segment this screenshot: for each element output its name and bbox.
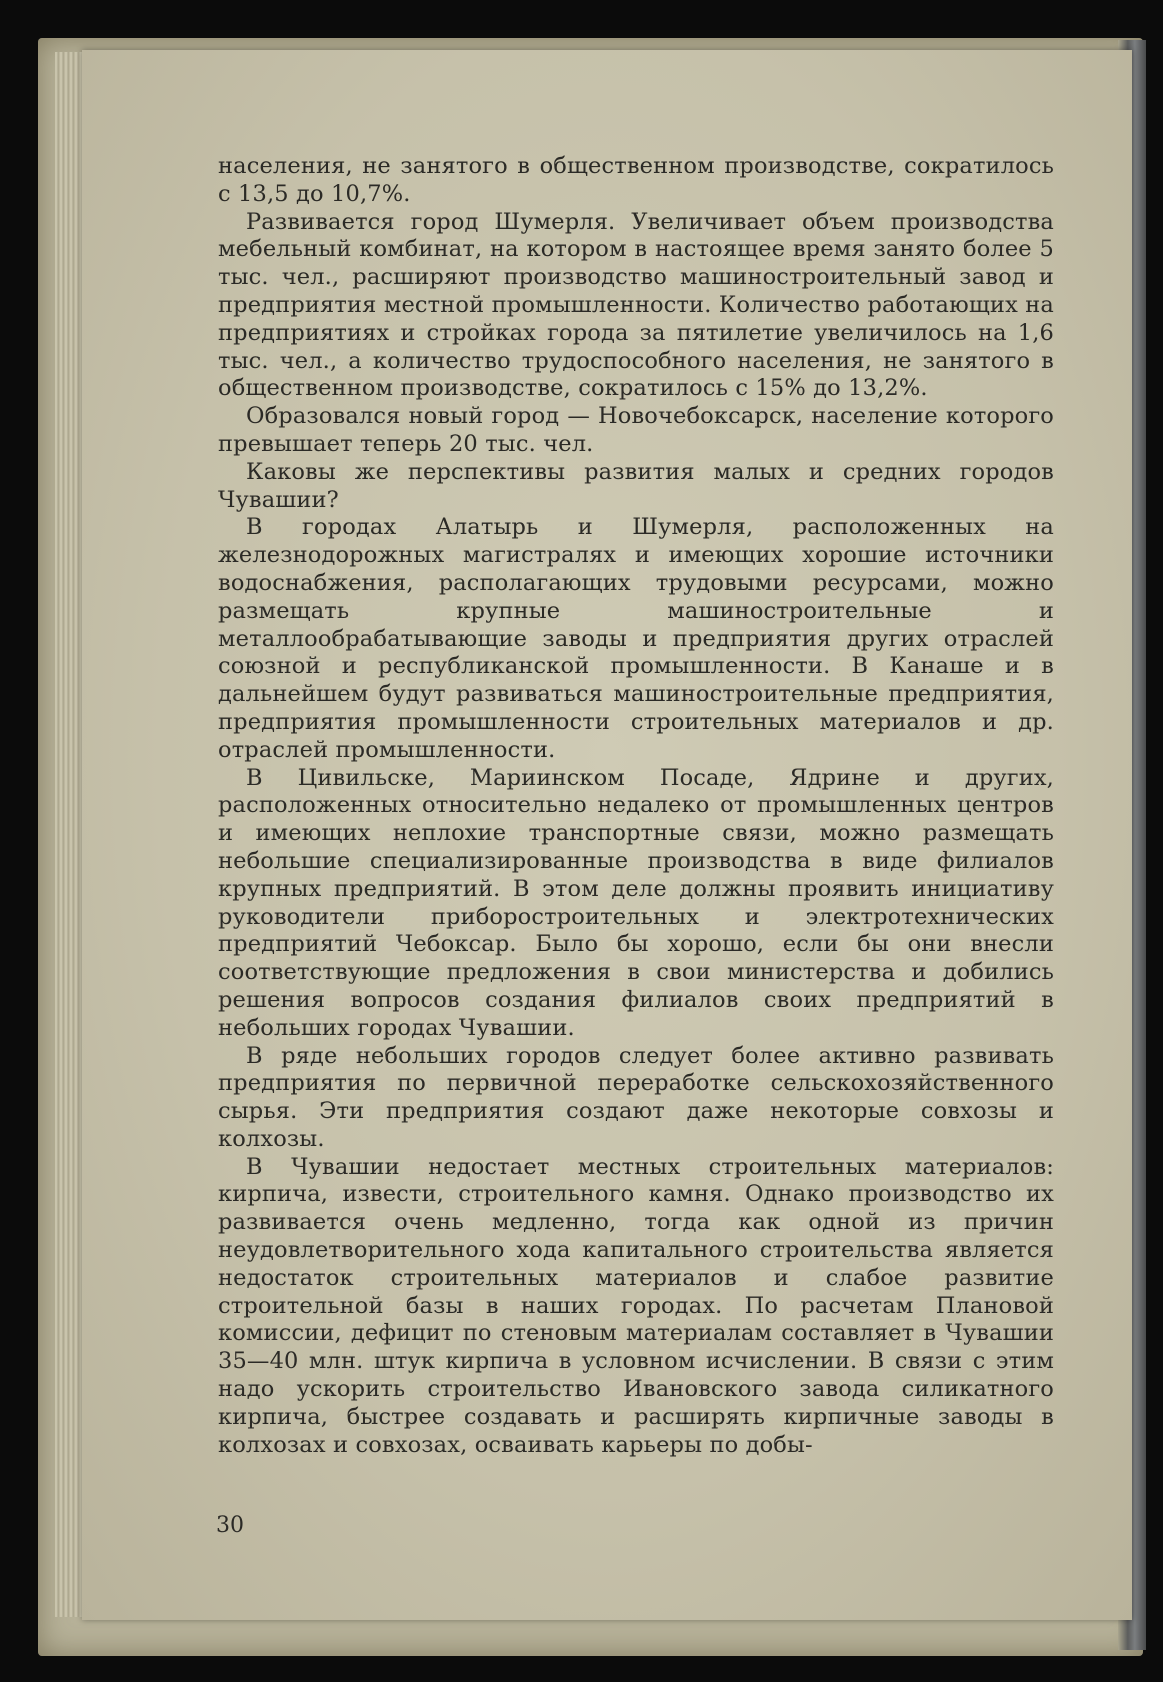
paragraph-3: Образовался новый город — Новочебоксарск, население которого превышает теперь 20 тыс. чел.	[218, 403, 1054, 457]
paragraph-4: Каковы же перспективы развития малых и средних городов Чувашии?	[218, 458, 1054, 513]
page-edges	[55, 52, 85, 1617]
paragraph-6: В Цивильске, Мариинском Посаде, Ядрине и других, расположенных относительно недалеко от промышленных центров и имеющих неплохие транспортные связи, можно размещать небольшие специализированные производства в виде филиалов крупных предприятий. В этом деле должны проявить инициативу руководители приборостроительных и электротехнических предприятий Чебоксар. Было бы хорошо, если бы они внесли соответствующие предложения в свои министерства и добились решения вопросов создания филиалов своих предприятий в небольших городах Чувашии.	[218, 764, 1054, 1041]
page-text	[218, 153, 1054, 1493]
paragraph-7: В ряде небольших городов следует более активно развивать предприятия по первичной переработке сельскохозяйственного сырья. Эти предприятия создают даже некоторые совхозы и колхозы.	[218, 1042, 1054, 1152]
paragraph-1: населения, не занятого в общественном производстве, сократилось с 13,5 до 10,7%.	[218, 153, 1054, 207]
paragraph-5: В городах Алатырь и Шумерля, расположенных на железнодорожных магистралях и имеющих хорошие источники водоснабжения, располагающих трудовыми ресурсами, можно размещать крупные машиностроительные и металлообрабатывающие заводы и предприятия других отраслей союзной и республиканской промышленности. В Канаше и в дальнейшем будут развиваться машиностроительные предприятия, предприятия промышленности строительных материалов и др. отраслей промышленности.	[218, 514, 1054, 763]
page-number: 30	[216, 1513, 244, 1538]
paragraph-8: В Чувашии недостает местных строительных материалов: кирпича, извести, строительного камня. Однако производство их развивается очень медленно, тогда как одной из причин неудовлетворительного хода капитального строительства является недостаток строительных материалов и слабое развитие строительной базы в наших городах. По расчетам Плановой комиссии, дефицит по стеновым материалам составляет в Чувашии 35—40 млн. штук кирпича в условном исчислении. В связи с этим надо ускорить строительство Ивановского завода силикатного кирпича, быстрее создавать и расширять кирпичные заводы в колхозах и совхозах, осваивать карьеры по добы-	[218, 1153, 1054, 1458]
paragraph-2: Развивается город Шумерля. Увеличивает объем производства мебельный комбинат, на котором в настоящее время занято более 5 тыс. чел., расширяют производство машиностроительный завод и предприятия местной промышленности. Количество работающих на предприятиях и стройках города за пятилетие увеличилось на 1,6 тыс. чел., а количество трудоспособного населения, не занятого в общественном производстве, сократилось с 15% до 13,2%.	[218, 208, 1054, 402]
